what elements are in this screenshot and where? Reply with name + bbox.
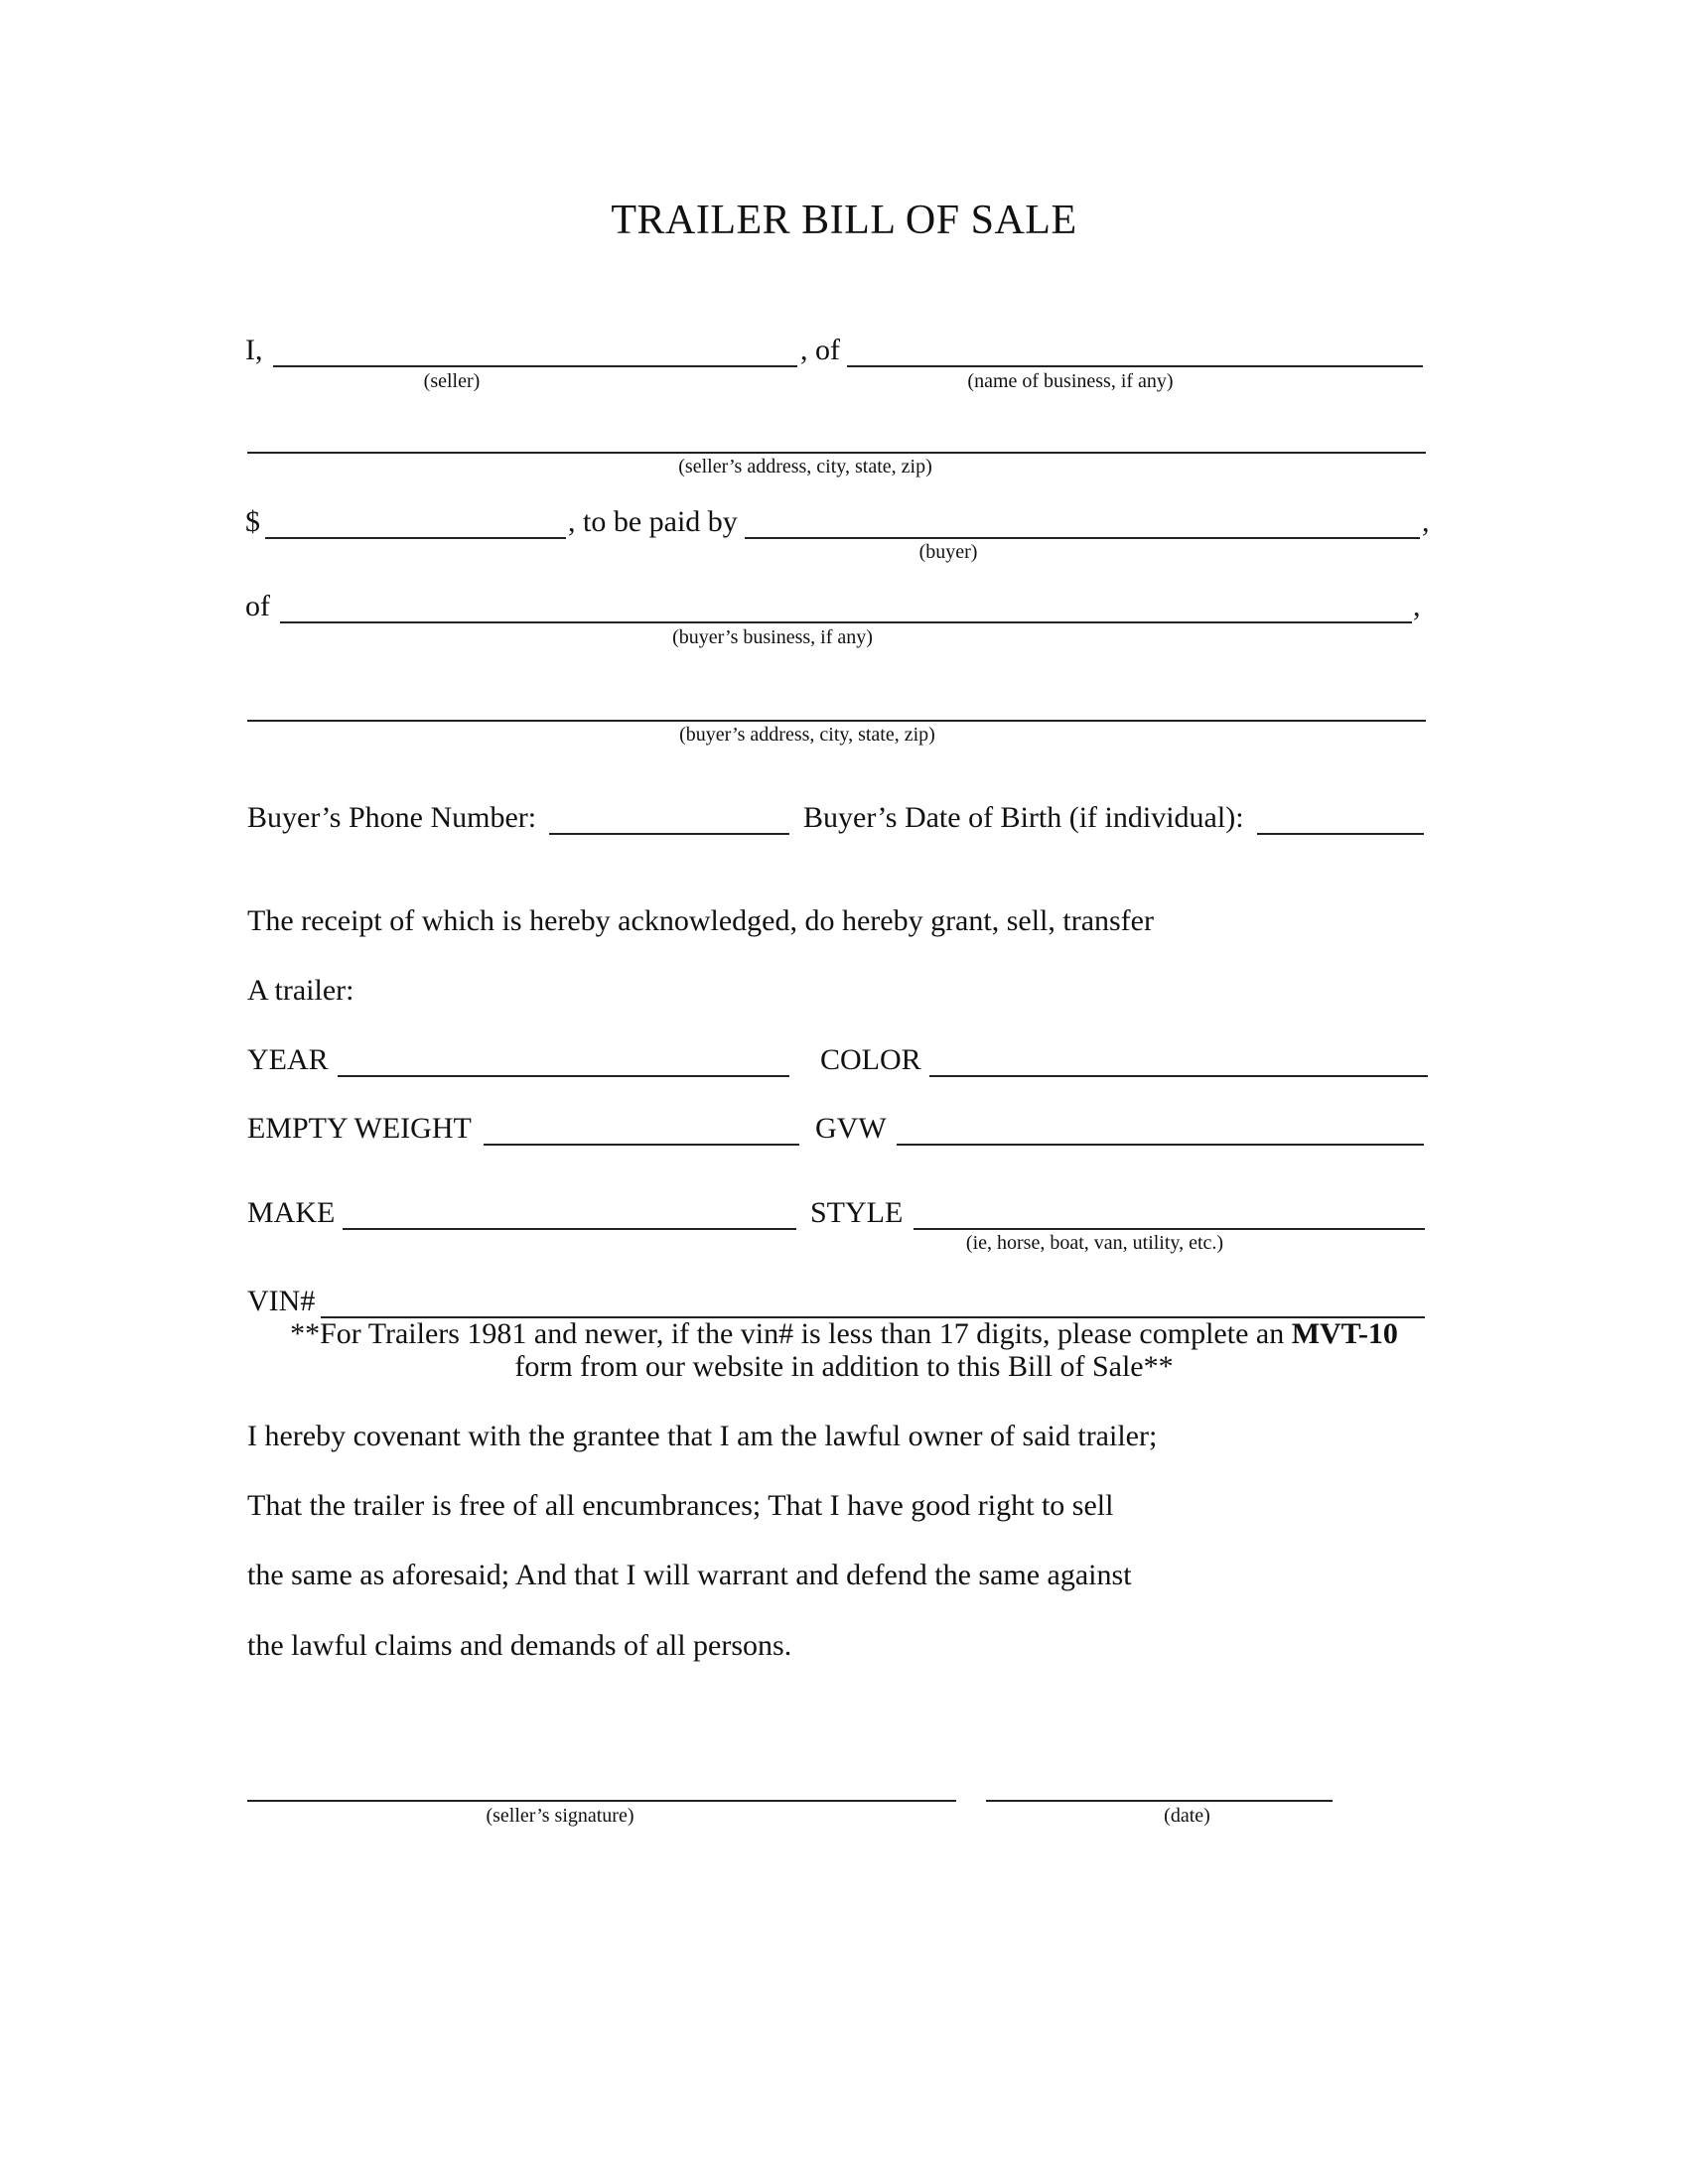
year-field[interactable] — [338, 1075, 789, 1077]
mvt10-note-text: **For Trailers 1981 and newer, if the vin# is less than 17 digits, please complete an — [290, 1317, 1292, 1350]
mvt10-note-line1 — [0, 1317, 1688, 1351]
seller-signature-caption: (seller’s signature) — [486, 1805, 634, 1827]
seller-name-field[interactable] — [273, 365, 797, 367]
color-field[interactable] — [929, 1075, 1428, 1077]
style-label: STYLE — [810, 1196, 904, 1229]
empty-weight-field[interactable] — [484, 1144, 799, 1146]
seller-signature-field[interactable] — [247, 1800, 956, 1802]
seller-of-label: , of — [800, 334, 840, 366]
date-field[interactable] — [986, 1800, 1333, 1802]
covenant-line-1: I hereby covenant with the grantee that I am the lawful owner of said trailer; — [247, 1420, 1158, 1452]
buyer-dob-field[interactable] — [1257, 833, 1424, 835]
buyer-of-label: of — [245, 590, 270, 622]
style-caption: (ie, horse, boat, van, utility, etc.) — [965, 1232, 1224, 1254]
buyer-phone-field[interactable] — [549, 833, 789, 835]
to-be-paid-by-label: , to be paid by — [568, 505, 738, 538]
seller-prefix: I, — [245, 334, 263, 366]
year-label: YEAR — [247, 1043, 329, 1076]
seller-address-field[interactable] — [247, 452, 1426, 454]
buyer-business-comma: , — [1413, 590, 1421, 622]
dollar-sign: $ — [245, 505, 260, 538]
trailer-label: A trailer: — [247, 974, 354, 1007]
buyer-comma: , — [1422, 505, 1430, 538]
gvw-field[interactable] — [897, 1144, 1424, 1146]
price-field[interactable] — [265, 537, 566, 539]
buyer-business-caption: (buyer’s business, if any) — [672, 626, 873, 648]
buyer-dob-label: Buyer’s Date of Birth (if individual): — [803, 801, 1244, 834]
color-label: COLOR — [820, 1043, 921, 1076]
mvt10-form-name: MVT-10 — [1291, 1317, 1398, 1350]
covenant-line-2: That the trailer is free of all encumbrances; That I have good right to sell — [247, 1489, 1114, 1522]
buyer-caption: (buyer) — [918, 541, 978, 563]
covenant-line-3: the same as aforesaid; And that I will warrant and defend the same against — [247, 1559, 1132, 1591]
date-caption: (date) — [1164, 1805, 1210, 1827]
buyer-address-field[interactable] — [247, 720, 1426, 722]
form-title: TRAILER BILL OF SALE — [611, 198, 1077, 243]
buyer-phone-label: Buyer’s Phone Number: — [247, 801, 537, 834]
gvw-label: GVW — [815, 1112, 887, 1145]
seller-business-caption: (name of business, if any) — [967, 370, 1174, 392]
mvt10-note-line2: form from our website in addition to this Bill of Sale** — [514, 1350, 1174, 1383]
make-field[interactable] — [343, 1228, 796, 1230]
covenant-line-4: the lawful claims and demands of all persons. — [247, 1629, 792, 1662]
style-field[interactable] — [914, 1228, 1425, 1230]
receipt-text: The receipt of which is hereby acknowledged, do hereby grant, sell, transfer — [247, 904, 1154, 937]
buyer-business-field[interactable] — [280, 621, 1412, 623]
seller-address-caption: (seller’s address, city, state, zip) — [678, 456, 932, 478]
buyer-name-field[interactable] — [745, 537, 1420, 539]
seller-business-field[interactable] — [847, 365, 1423, 367]
empty-weight-label: EMPTY WEIGHT — [247, 1112, 472, 1145]
seller-caption: (seller) — [423, 370, 481, 392]
vin-label: VIN# — [247, 1285, 316, 1317]
make-label: MAKE — [247, 1196, 336, 1229]
buyer-address-caption: (buyer’s address, city, state, zip) — [679, 724, 935, 746]
